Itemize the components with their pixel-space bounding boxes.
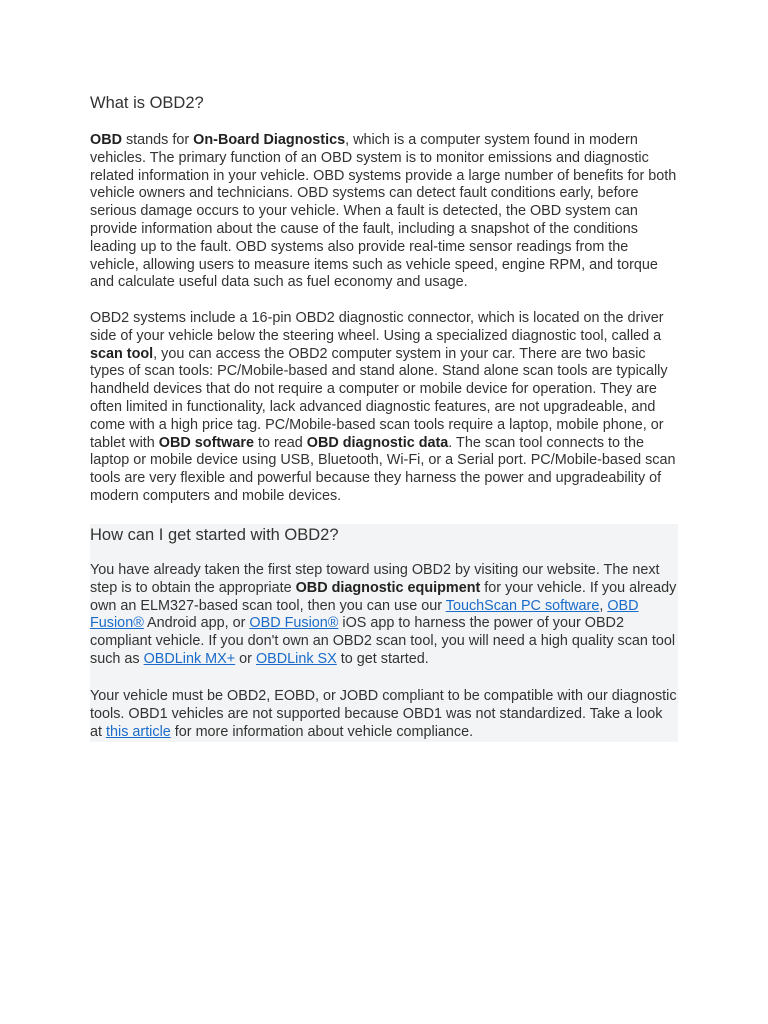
paragraph-get-started bbox=[90, 562, 678, 669]
bold-on-board-diagnostics: On-Board Diagnostics bbox=[193, 132, 346, 148]
text-segment: Your vehicle must be OBD2, EOBD, or JOBD compliant to be compatible with our diagnostic tools. OBD1 vehicles are not supported because OBD1 was not standardized. Take a look at bbox=[90, 688, 677, 740]
text-segment: iOS app to harness the power of your OBD2 compliant vehicle. If you don't own an OBD2 scan tool, you will need a high quality scan tool such as bbox=[90, 615, 676, 667]
text-segment: Android app, or bbox=[143, 615, 250, 632]
bold-obd-software: OBD software bbox=[158, 434, 254, 451]
link-this-article[interactable]: this article bbox=[106, 723, 171, 740]
section-title-what-is-obd2: What is OBD2? bbox=[90, 94, 204, 112]
section-title-get-started: How can I get started with OBD2? bbox=[90, 526, 339, 544]
link-touchscan-pc-software[interactable]: TouchScan PC software bbox=[445, 597, 600, 614]
link-obdlink-sx[interactable]: OBDLink SX bbox=[255, 650, 337, 667]
link-obd-fusion-android[interactable]: OBD Fusion® bbox=[90, 597, 639, 632]
text-segment: , which is a computer system found in modern vehicles. The primary function of an OBD system is to monitor emissions and diagnostic related information in your vehicle. OBD systems provide a large number of benefits for both vehicle owners and technicians. OBD systems can detect fault conditions early, before serious damage occurs to your vehicle. When a fault is detected, the OBD system can provide information about the cause of the fault, including a snapshot of the conditions leading up to the fault. OBD systems also provide real-time sensor readings from the vehicle, allowing users to measure items such as vehicle speed, engine RPM, and torque and calculate useful data such as fuel economy and usage. bbox=[90, 132, 677, 291]
bold-scan-tool: scan tool bbox=[90, 345, 154, 362]
text-segment: for more information about vehicle compliance. bbox=[170, 723, 474, 740]
bold-obd-diagnostic-data: OBD diagnostic data bbox=[306, 434, 449, 451]
paragraph-obd-definition bbox=[90, 132, 678, 292]
paragraph-vehicle-compliance bbox=[90, 688, 678, 741]
text-segment: to get started. bbox=[336, 650, 429, 667]
text-segment: stands for bbox=[121, 132, 194, 148]
bold-obd-diagnostic-equipment: OBD diagnostic equipment bbox=[295, 579, 481, 596]
bold-obd: OBD bbox=[90, 132, 122, 148]
text-segment: for your vehicle. If you already own an ELM327-based scan tool, then you can use our bbox=[90, 579, 677, 614]
text-segment: OBD2 systems include a 16-pin OBD2 diagnostic connector, which is located on the driver side of your vehicle below the steering wheel. Using a specialized diagnostic tool, called a bbox=[90, 310, 664, 344]
text-segment: or bbox=[235, 650, 256, 667]
text-segment: . The scan tool connects to the laptop or mobile device using USB, Bluetooth, Wi-Fi, or a Serial port. PC/Mobile-based scan tools are very flexible and powerful because they harness the power and upgradeability of modern computers and mobile devices. bbox=[90, 434, 676, 504]
paragraph-obd2-systems bbox=[90, 310, 678, 506]
link-obd-fusion-ios[interactable]: OBD Fusion® bbox=[249, 615, 339, 632]
text-segment: , you can access the OBD2 computer system in your car. There are two basic types of scan tools: PC/Mobile-based and stand alone. Stand alone scan tools are typically handheld devices that do not require a computer or mobile device for operation. They are often limited in functionality, lack advanced diagnostic features, are not upgradeable, and come with a high price tag. PC/Mobile-based scan tools require a laptop, mobile phone, or tablet with bbox=[90, 345, 668, 451]
link-obdlink-mx-plus[interactable]: OBDLink MX+ bbox=[143, 650, 236, 667]
text-segment: to read bbox=[253, 434, 307, 451]
text-segment: You have already taken the first step toward using OBD2 by visiting our website. The next step is to obtain the appropriate bbox=[90, 562, 660, 596]
text-segment: , bbox=[599, 597, 608, 614]
